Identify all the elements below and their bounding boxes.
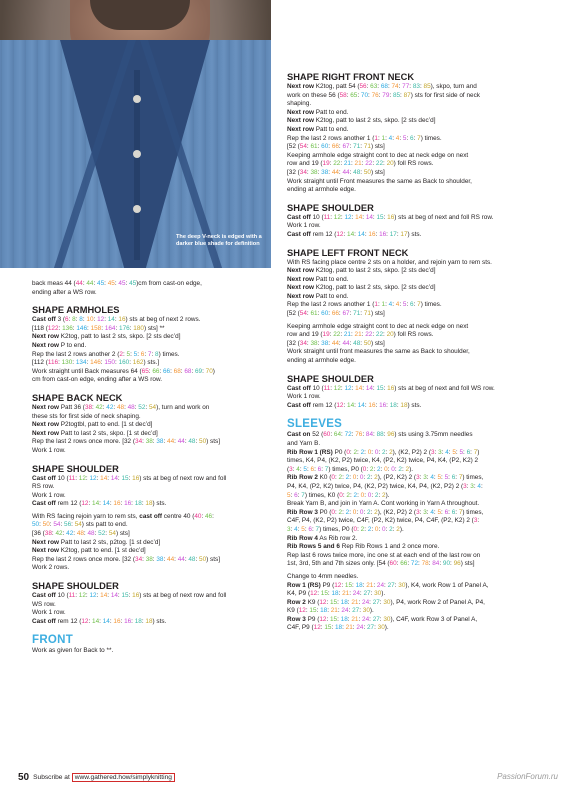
section-title-sleeves: SLEEVES <box>287 418 343 431</box>
section-title: SHAPE LEFT FRONT NECK <box>287 247 409 258</box>
instruction-text: Cast off 10 (11: 12: 12: 14: 14: 15: 16) sts at beg of next row and foll RS row. Work 1 row. Cast off rem 12 (12: 14: 14: 16: 16: 18: 18) sts. <box>32 474 227 508</box>
section-title: SHAPE ARMHOLES <box>32 305 120 316</box>
section-title: SHAPE SHOULDER <box>287 373 374 384</box>
footer <box>18 770 175 784</box>
instruction-text: Cast on 52 (60: 64: 72: 76: 84: 88: 96) sts using 3.75mm needles and Yarn B. Rib Row 1 (RS) P0 (0: 2: 2: 0: 0: 2: 2), (K2, P2) 2 (3: 3: 4: 5: 5: 6: 7) times, K4, P4, (K2, P2) twice, K4, (P2, K2) twice, P4, K4, (P2, K2) 2 (3: 4: 5: 6: 6: 7) times, P0 (0: 2: 2: 0: 0: 2: 2). Rib Row 2 K0 (0: 2: 2: 0: 0: 2: 2), (P2, K2) 2 (3: 3: 4: 5: 5: 6: 7) times, P4, K4, (P2, K2) twice, P4, (K2, P2) twice, K4, P4, (K2, P2) 2 (3: 3: 4: 5: 6: 7) times, K0 (0: 2: 2: 0: 0: 2: 2). Break Yarn B, and join in Yarn A. Cont working in Yarn A throughout. Rib Row 3 P0 (0: 2: 2: 0: 0: 2: 2), (K2, P2) 2 (3: 3: 4: 5: 6: 6: 7) times, C4F, P4, (K2, P2) twice, C4F, (P2, K2) twice, P4, C4F, (P2, K2) 2 (3: 3: 4: 5: 6: 7) times, P0 (0: 2: 2: 0: 0: 2: 2). Rib Row 4 As Rib row 2. Rib Rows 5 and 6 Rep Rib Rows 1 and 2 once more. Rep last 6 rows twice more, inc one st at each end of the last row on 1st, 3rd, 5th and 7th sizes only. [54 (60: 66: 72: 78: 84: 90: 96) sts] <box>287 431 484 568</box>
instruction-text: Change to 4mm needles. Row 1 (RS) P9 (12: 15: 18: 21: 24: 27: 30), K4, work Row 1 of Panel A, K4, P9 (12: 15: 18: 21: 24: 27: 30). Row 2 K9 (12: 15: 18: 21: 24: 27: 30), P4, work Row 2 of Panel A, P4, K9 (12: 15: 18: 21: 24: 27: 30). Row 3 P9 (12: 15: 18: 21: 24: 27: 30), C4F, work Row 3 of Panel A, C4F, P9 (12: 15: 18: 21: 24: 27: 30). <box>287 572 489 632</box>
left-column <box>32 280 270 656</box>
instruction-text: Cast off 10 (11: 12: 12: 14: 14: 15: 16) sts at beg of next and foll RS row. Work 1 row. Cast off rem 12 (12: 14: 14: 16: 16: 17: 17) sts. <box>287 213 494 238</box>
back-continued-text: back meas 44 (44: 44: 45: 45: 45: 45)cm from cast-on edge, ending after a WS row. <box>32 280 202 296</box>
model-photo <box>0 0 271 268</box>
instruction-text: Cast off 10 (11: 12: 12: 14: 14: 15: 16) sts at beg of next and foll WS row. Work 1 row. Cast off rem 12 (12: 14: 14: 16: 16: 18: 18) sts. <box>287 384 495 409</box>
section-title: SHAPE SHOULDER <box>32 581 119 592</box>
instruction-text: Next row K2tog, patt 54 (56: 63: 68: 74: 77: 83: 85), skpo, turn and work on these 56 (58: 65: 70: 76: 79: 85: 87) sts for first side of neck shaping. Next row Patt to end. Next row K2tog, patt to last 2 sts, skpo. [2 sts dec’d] Next row Patt to end. Rep the last 2 rows another 1 (1: 1: 4: 4: 5: 6: 7) times. [52 (54: 61: 60: 66: 67: 71: 71) sts] Keeping armhole edge straight cont to dec at neck edge on next row and 19 (19: 22: 21: 21: 22: 22: 20) foll RS rows. [32 (34: 38: 38: 44: 44: 48: 50) sts] Work straight until Front measures the same as Back to shoulder, ending at armhole edge. <box>287 83 480 194</box>
instruction-text: Keeping armhole edge straight cont to dec at neck edge on next row and 19 (19: 22: 21: 21: 22: 22: 20) foll RS rows. [32 (34: 38: 38: 44: 44: 48: 50) sts] Work straight until front measures the same as Back to shoulder, ending at armhole edge. <box>287 322 470 365</box>
section-title: SHAPE SHOULDER <box>287 202 374 213</box>
instruction-text: Next row Patt 36 (38: 42: 42: 48: 48: 52: 54), turn and work on these sts for first side of neck shaping. Next row P2togtbl, patt to end. [1 st dec’d] Next row Patt to last 2 sts, skpo. [1 st dec’d] Rep the last 2 rows once more. [32 (34: 38: 38: 44: 44: 48: 50) sts] Work 1 row. <box>32 403 221 454</box>
page-number: 50 <box>18 771 30 783</box>
section-title-front: FRONT <box>32 634 74 647</box>
instruction-text: With RS facing rejoin yarn to rem sts, cast off centre 40 (40: 46: 50: 50: 54: 56: 54) sts patt to end. [36 (38: 42: 42: 48: 48: 52: 54) sts] Next row Patt to last 2 sts, p2tog. [1 st dec’d] Next row K2tog, patt to end. [1 st dec’d] Rep the last 2 rows once more. [32 (34: 38: 38: 44: 44: 48: 50) sts] Work 2 rows. <box>32 512 221 572</box>
section-title: SHAPE RIGHT FRONT NECK <box>287 72 415 82</box>
subscribe-text: Subscribe at <box>33 773 70 781</box>
instruction-text: Cast off 3 (6: 8: 8: 10: 12: 14: 16) sts at beg of next 2 rows. [118 (122: 136: 146: 158: 164: 176: 180) sts] ** Next row K2tog, patt to last 2 sts, skpo. [2 sts dec’d] Next row P to end. Rep the last 2 rows another 2 (2: 5: 5: 6: 7: 8) times. [112 (116: 130: 134: 146: 150: 160: 162) sts.] Work straight until Back measures 64 (65: 66: 66: 68: 68: 69: 70) cm from cast-on edge, ending after a WS row. <box>32 316 215 384</box>
watermark: PassionForum.ru <box>497 772 558 781</box>
instruction-text: With RS facing place centre 2 sts on a holder, and rejoin yarn to rem sts. Next row K2tog, patt to last 2 sts, skpo. [2 sts dec’d] Next row Patt to end. Next row K2tog, patt to last 2 sts, skpo. [2 sts dec’d] Next row Patt to end. Rep the last 2 rows another 1 (1: 1: 4: 4: 5: 6: 7) times. [52 (54: 61: 60: 66: 67: 71: 71) sts] <box>287 258 492 318</box>
instruction-text: Cast off 10 (11: 12: 12: 14: 14: 15: 16) sts at beg of next row and foll WS row. Work 1 row. Cast off rem 12 (12: 14: 14: 16: 16: 18: 18) sts. <box>32 592 227 625</box>
section-title: SHAPE BACK NECK <box>32 392 123 403</box>
subscribe-link[interactable]: www.gathered.how/simplyknitting <box>72 773 175 782</box>
section-title: SHAPE SHOULDER <box>32 463 119 474</box>
front-text: Work as given for Back to **. <box>32 647 114 655</box>
right-column <box>287 72 532 633</box>
photo-caption: The deep V-neck is edged with a darker blue shade for definition <box>176 234 262 247</box>
